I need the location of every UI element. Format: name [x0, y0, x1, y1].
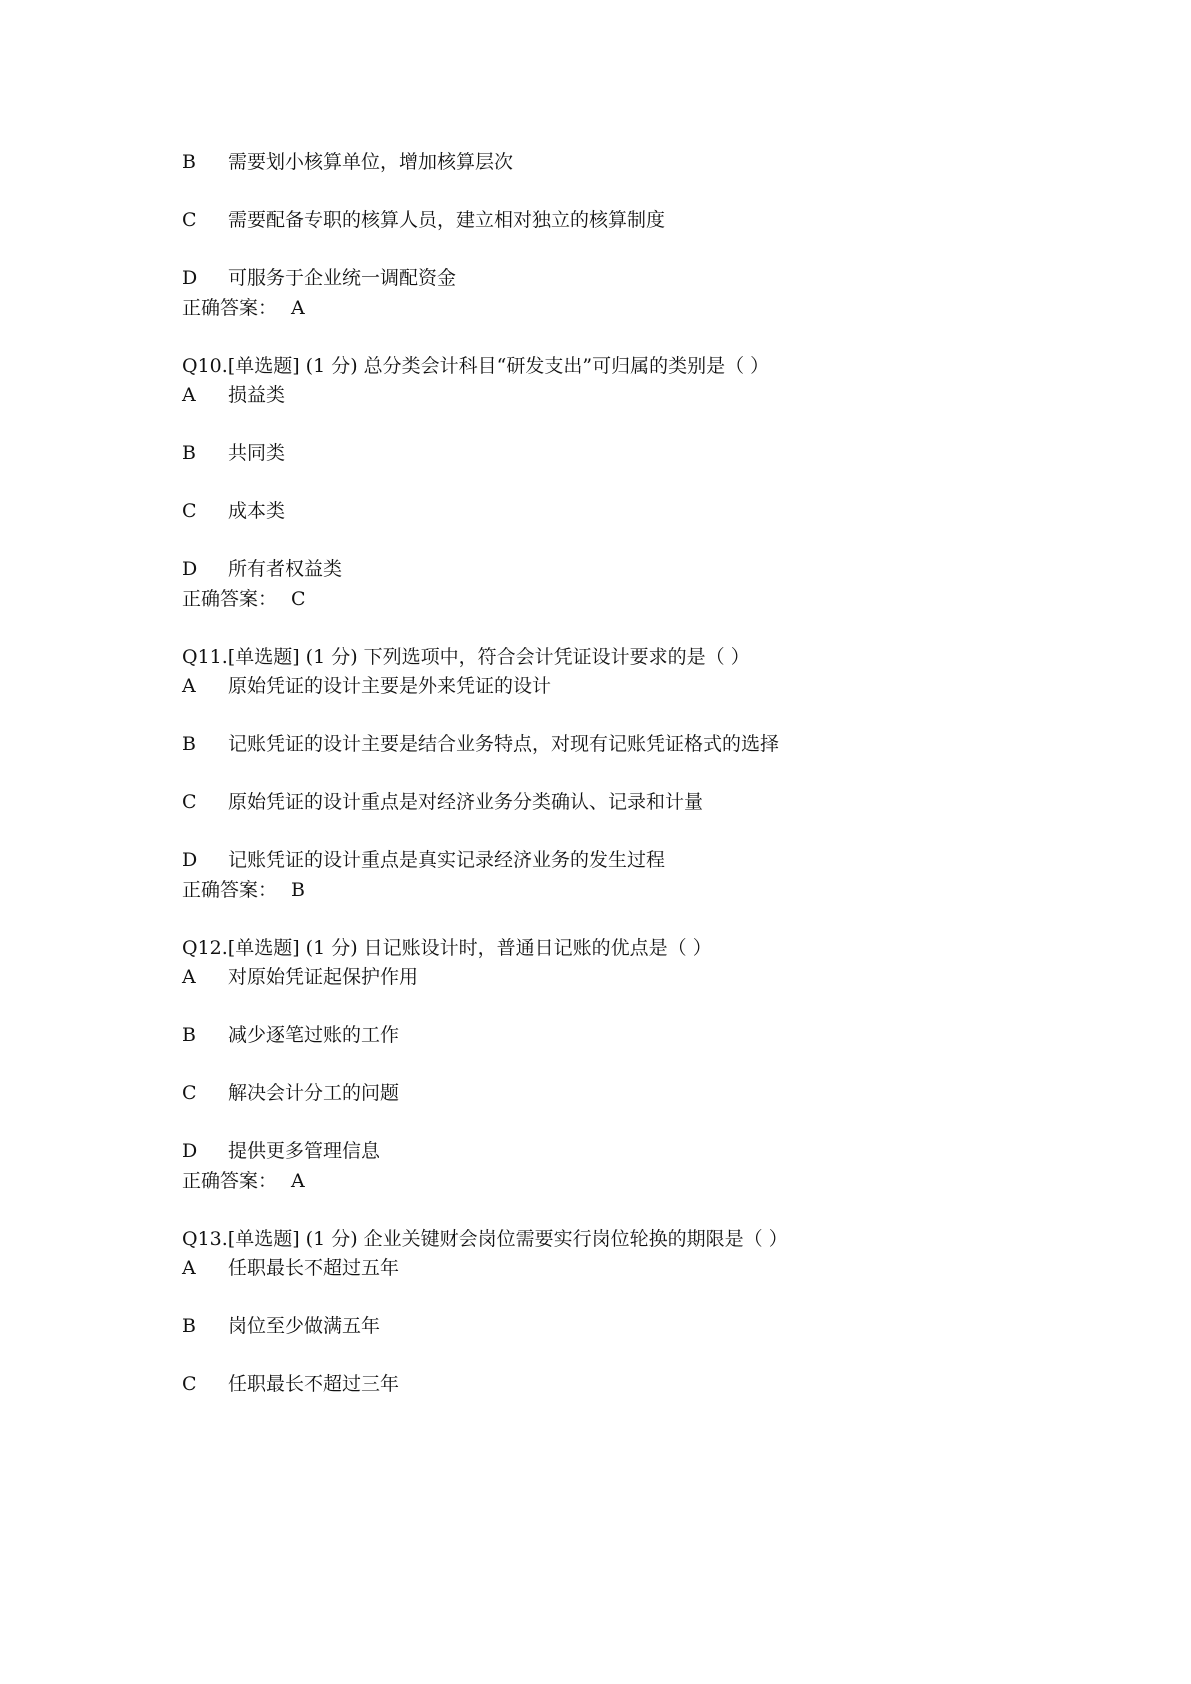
answer-value: A	[291, 1170, 305, 1192]
question-stem: Q11.[单选题] (1 分) 下列选项中，符合会计凭证设计要求的是（ ）	[182, 646, 750, 668]
option-letter: C	[182, 1373, 197, 1395]
option-text: 任职最长不超过三年	[228, 1373, 400, 1395]
option-row	[182, 1081, 399, 1105]
option-text: 原始凭证的设计主要是外来凭证的设计	[228, 675, 552, 697]
option-text: 记账凭证的设计重点是真实记录经济业务的发生过程	[228, 849, 666, 871]
option-row	[182, 1139, 380, 1163]
option-row	[182, 674, 551, 698]
option-letter: D	[182, 267, 198, 289]
answer-line	[182, 878, 305, 902]
option-letter: A	[182, 966, 196, 988]
option-letter: C	[182, 500, 197, 522]
option-text: 原始凭证的设计重点是对经济业务分类确认、记录和计量	[228, 791, 704, 813]
option-letter: B	[182, 442, 196, 464]
option-row	[182, 1372, 399, 1396]
question-stem: Q13.[单选题] (1 分) 企业关键财会岗位需要实行岗位轮换的期限是（ ）	[182, 1228, 788, 1250]
option-letter: D	[182, 1140, 198, 1162]
option-letter: D	[182, 849, 198, 871]
option-row	[182, 965, 418, 989]
option-text: 记账凭证的设计主要是结合业务特点，对现有记账凭证格式的选择	[228, 733, 780, 755]
answer-label: 正确答案：	[182, 1170, 278, 1192]
question-stem: Q10.[单选题] (1 分) 总分类会计科目“研发支出”可归属的类别是（ ）	[182, 355, 770, 377]
option-row	[182, 732, 779, 756]
option-text: 减少逐笔过账的工作	[228, 1024, 400, 1046]
option-row	[182, 499, 285, 523]
option-row	[182, 848, 665, 872]
option-row	[182, 790, 703, 814]
option-letter: B	[182, 733, 196, 755]
answer-line	[182, 587, 306, 611]
option-row	[182, 557, 342, 581]
answer-value: B	[291, 879, 305, 901]
option-text: 提供更多管理信息	[228, 1140, 381, 1162]
option-letter: C	[182, 209, 197, 231]
option-row	[182, 1314, 380, 1338]
answer-value: A	[291, 297, 305, 319]
option-letter: A	[182, 675, 196, 697]
option-text: 需要划小核算单位，增加核算层次	[228, 151, 514, 173]
option-row	[182, 150, 513, 174]
option-row	[182, 1023, 399, 1047]
option-text: 对原始凭证起保护作用	[228, 966, 419, 988]
option-letter: C	[182, 1082, 197, 1104]
option-letter: B	[182, 1315, 196, 1337]
answer-label: 正确答案：	[182, 297, 278, 319]
option-letter: B	[182, 151, 196, 173]
option-text: 岗位至少做满五年	[228, 1315, 381, 1337]
option-text: 共同类	[228, 442, 286, 464]
option-text: 可服务于企业统一调配资金	[228, 267, 457, 289]
option-row	[182, 208, 665, 232]
option-text: 任职最长不超过五年	[228, 1257, 400, 1279]
option-row	[182, 383, 285, 407]
answer-line	[182, 296, 305, 320]
option-text: 需要配备专职的核算人员，建立相对独立的核算制度	[228, 209, 666, 231]
option-text: 损益类	[228, 384, 286, 406]
option-letter: A	[182, 384, 196, 406]
option-letter: B	[182, 1024, 196, 1046]
option-row	[182, 266, 456, 290]
answer-label: 正确答案：	[182, 879, 278, 901]
answer-line	[182, 1169, 305, 1193]
answer-value: C	[291, 588, 306, 610]
option-letter: A	[182, 1257, 196, 1279]
answer-label: 正确答案：	[182, 588, 278, 610]
option-letter: C	[182, 791, 197, 813]
option-row	[182, 441, 285, 465]
option-text: 成本类	[228, 500, 286, 522]
option-text: 所有者权益类	[228, 558, 343, 580]
option-letter: D	[182, 558, 198, 580]
option-text: 解决会计分工的问题	[228, 1082, 400, 1104]
question-stem: Q12.[单选题] (1 分) 日记账设计时，普通日记账的优点是（ ）	[182, 937, 712, 959]
option-row	[182, 1256, 399, 1280]
